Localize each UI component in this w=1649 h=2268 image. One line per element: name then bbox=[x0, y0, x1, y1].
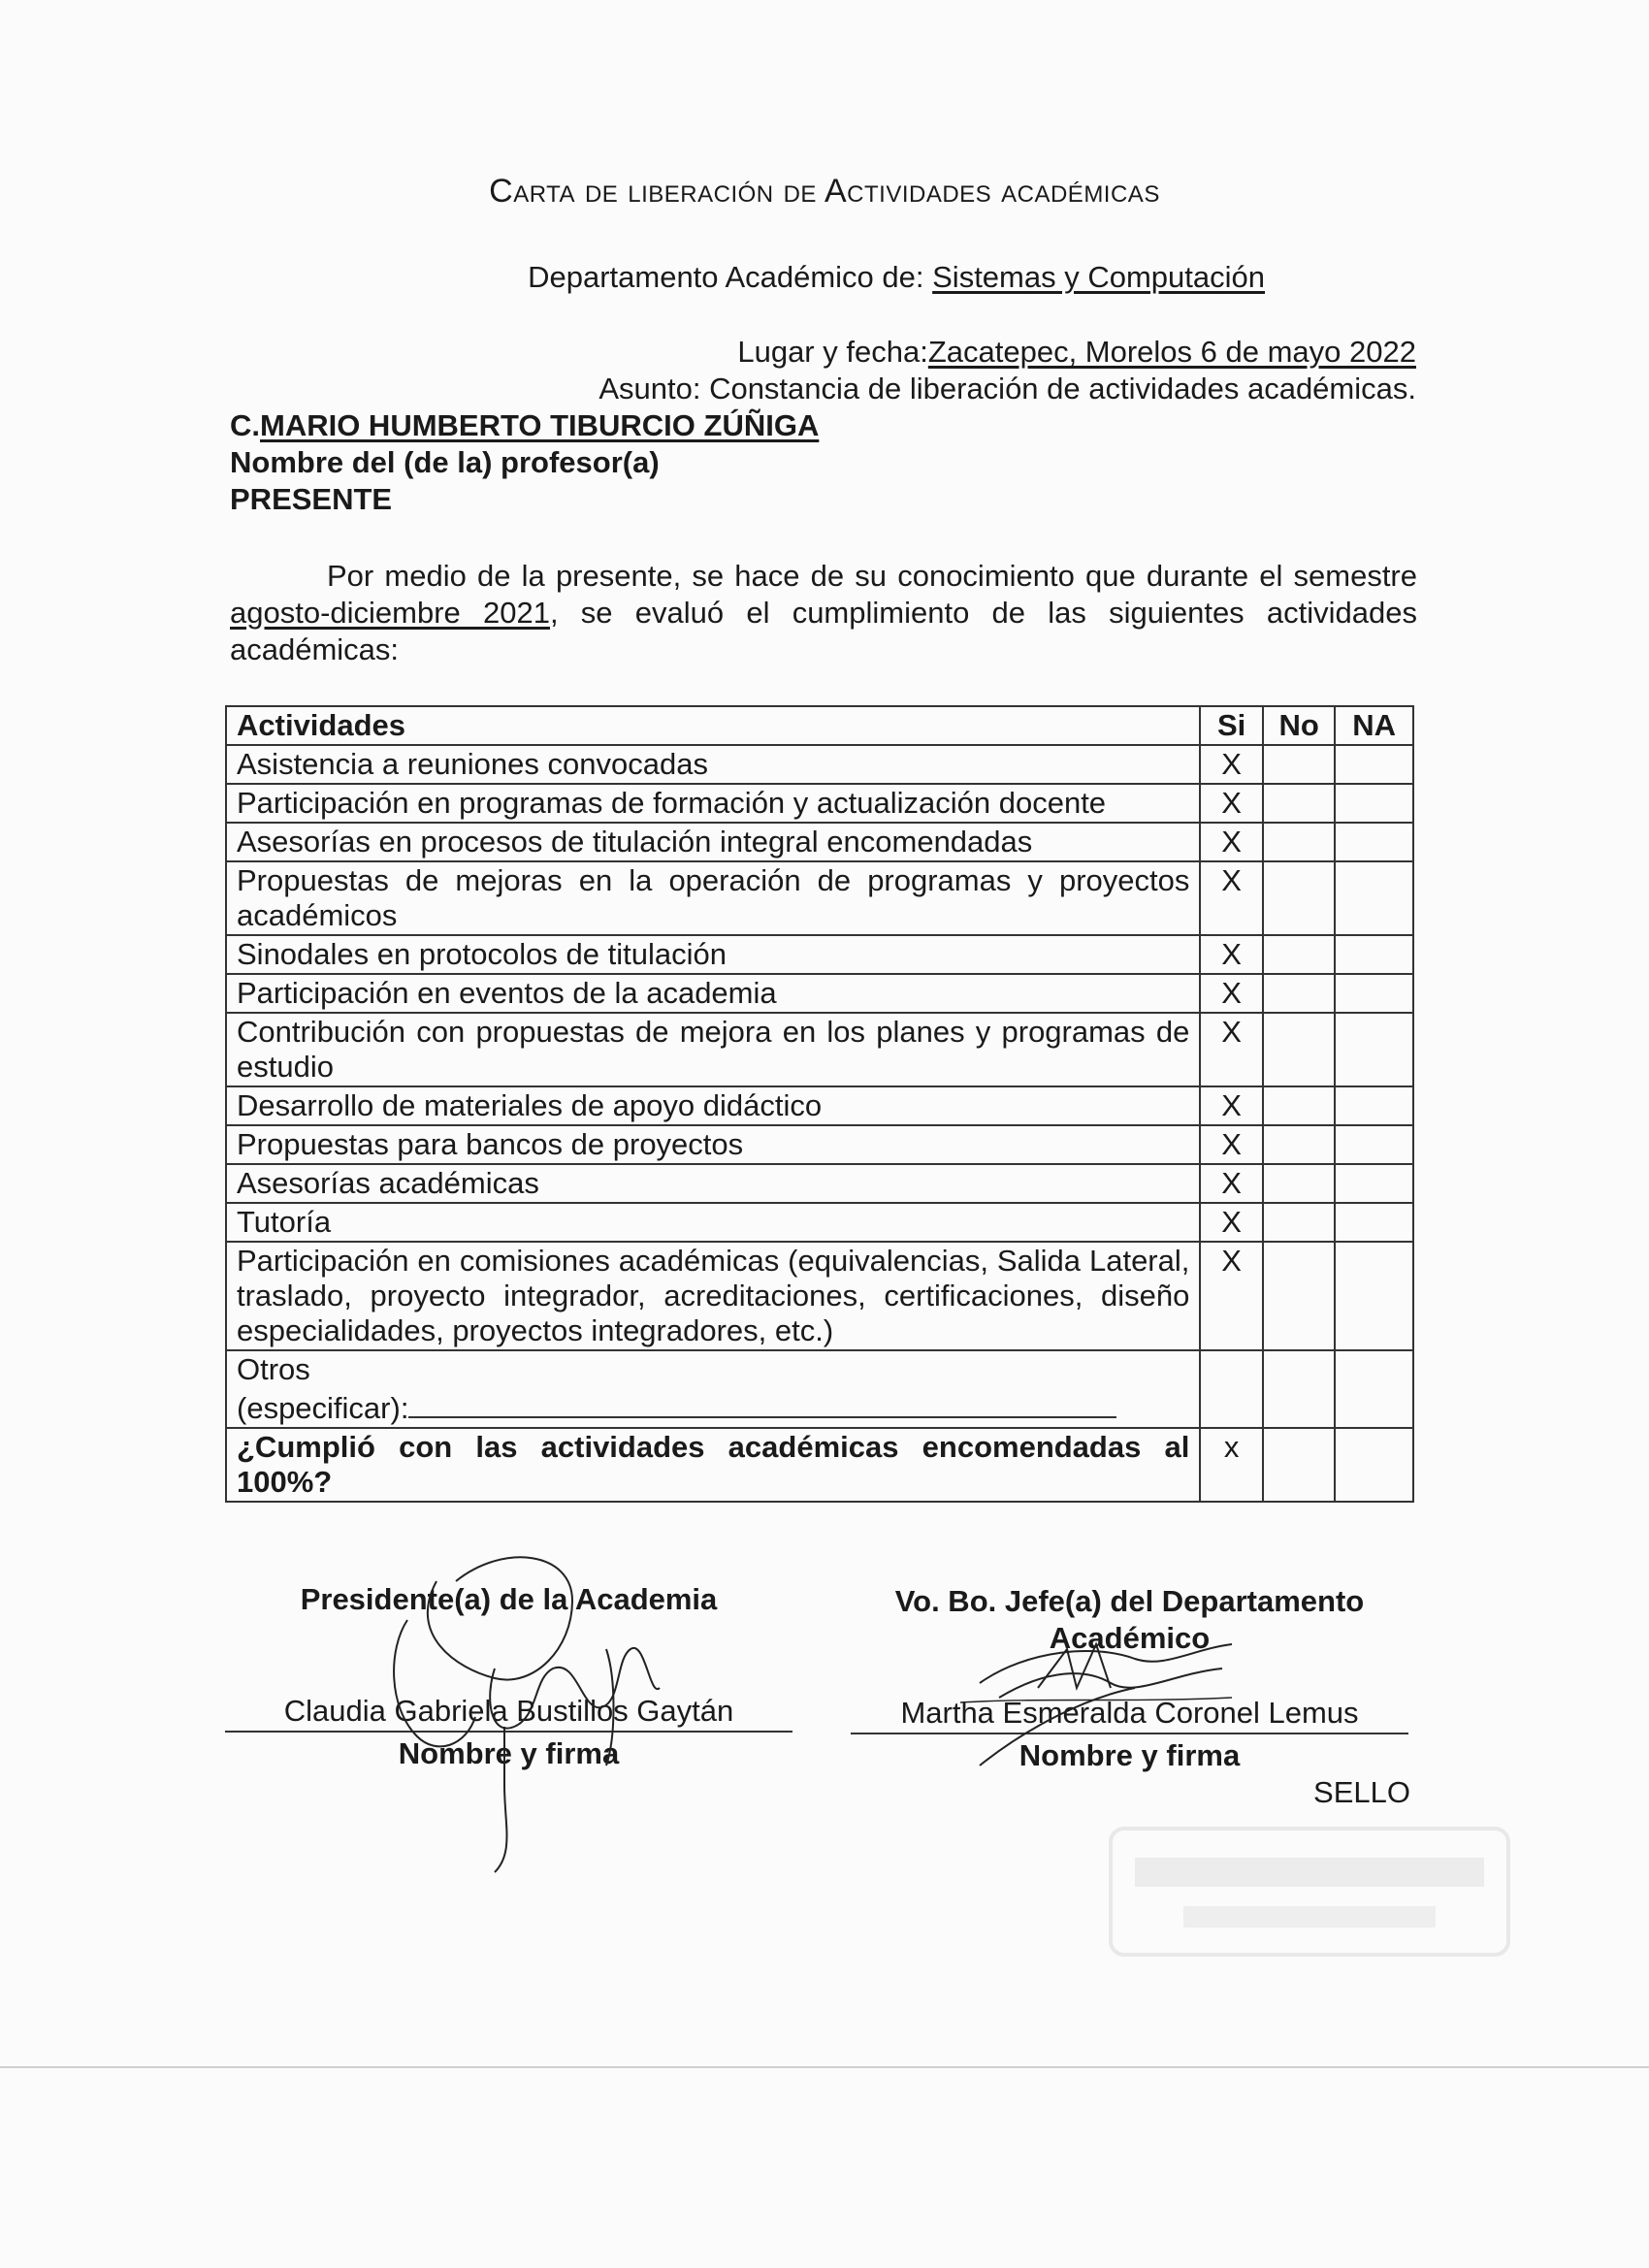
header-na: NA bbox=[1335, 706, 1413, 745]
document-title: Carta de liberación de Actividades académicas bbox=[489, 173, 1160, 210]
otros-specify-label: (especificar): bbox=[237, 1391, 409, 1425]
na-cell bbox=[1335, 935, 1413, 974]
semester-value: agosto-diciembre 2021 bbox=[230, 596, 550, 630]
table-row bbox=[226, 784, 1413, 823]
no-cell bbox=[1263, 1086, 1336, 1125]
no-cell bbox=[1263, 861, 1336, 935]
na-cell bbox=[1335, 1013, 1413, 1086]
president-title: Presidente(a) de la Academia bbox=[300, 1582, 718, 1616]
activity-cell: Sinodales en protocolos de titulación bbox=[226, 935, 1200, 974]
na-cell bbox=[1335, 745, 1413, 784]
department-value: Sistemas y Computación bbox=[932, 260, 1265, 294]
place-date-value: Zacatepec, Morelos 6 de mayo 2022 bbox=[927, 335, 1416, 369]
place-date-line bbox=[737, 335, 1416, 370]
otros-cell bbox=[226, 1350, 1200, 1428]
si-cell: X bbox=[1200, 1164, 1262, 1203]
table-row-final bbox=[226, 1428, 1413, 1502]
no-cell bbox=[1263, 823, 1336, 861]
na-cell bbox=[1335, 1203, 1413, 1242]
na-cell bbox=[1335, 784, 1413, 823]
si-cell: X bbox=[1200, 1203, 1262, 1242]
no-cell bbox=[1263, 784, 1336, 823]
na-cell bbox=[1335, 1242, 1413, 1350]
si-cell: X bbox=[1200, 1013, 1262, 1086]
si-cell: X bbox=[1200, 861, 1262, 935]
page-divider bbox=[0, 2066, 1649, 2068]
na-cell bbox=[1335, 1086, 1413, 1125]
activities-table bbox=[225, 705, 1414, 1503]
table-row bbox=[226, 1125, 1413, 1164]
recipient-presente: PRESENTE bbox=[230, 482, 393, 516]
na-cell bbox=[1335, 823, 1413, 861]
si-cell: X bbox=[1200, 823, 1262, 861]
body-paragraph bbox=[230, 558, 1417, 668]
na-cell bbox=[1335, 1125, 1413, 1164]
recipient-prefix: C. bbox=[230, 408, 260, 442]
president-footer: Nombre y firma bbox=[398, 1736, 620, 1770]
faded-seal-stamp-icon bbox=[1106, 1824, 1513, 1960]
activity-cell: Contribución con propuestas de mejora en los planes y programas de estudio bbox=[226, 1013, 1200, 1086]
na-cell bbox=[1335, 1164, 1413, 1203]
activity-cell: Participación en programas de formación y actualización docente bbox=[226, 784, 1200, 823]
president-name: Claudia Gabriela Bustillos Gaytán bbox=[225, 1694, 792, 1733]
activity-cell: Asesorías académicas bbox=[226, 1164, 1200, 1203]
department-line bbox=[0, 260, 1265, 295]
table-body bbox=[226, 745, 1413, 1350]
na-cell bbox=[1335, 861, 1413, 935]
head-name: Martha Esmeralda Coronel Lemus bbox=[851, 1696, 1408, 1734]
si-cell: X bbox=[1200, 974, 1262, 1013]
activity-cell: Participación en comisiones académicas (equivalencias, Salida Lateral, traslado, proyecto integrador, acreditaciones, certificaciones, diseño especialidades, proyectos integradores, etc.) bbox=[226, 1242, 1200, 1350]
si-cell: X bbox=[1200, 935, 1262, 974]
recipient-name-line bbox=[230, 407, 819, 444]
table-row bbox=[226, 1013, 1413, 1086]
subject-line: Asunto: Constancia de liberación de actividades académicas. bbox=[598, 372, 1416, 405]
no-cell bbox=[1263, 1242, 1336, 1350]
header-no: No bbox=[1263, 706, 1336, 745]
no-cell bbox=[1263, 935, 1336, 974]
table-row bbox=[226, 823, 1413, 861]
table-row bbox=[226, 1164, 1413, 1203]
activity-cell: Propuestas de mejoras en la operación de programas y proyectos académicos bbox=[226, 861, 1200, 935]
recipient-block bbox=[230, 407, 819, 518]
si-cell: X bbox=[1200, 1125, 1262, 1164]
seal-label: SELLO bbox=[1313, 1775, 1410, 1809]
otros-specify bbox=[237, 1387, 1189, 1426]
no-cell bbox=[1263, 1164, 1336, 1203]
no-cell bbox=[1263, 745, 1336, 784]
place-date-label: Lugar y fecha: bbox=[737, 335, 928, 369]
final-question: ¿Cumplió con las actividades académicas encomendadas al 100%? bbox=[226, 1428, 1200, 1502]
activity-cell: Tutoría bbox=[226, 1203, 1200, 1242]
si-cell: X bbox=[1200, 1086, 1262, 1125]
table-row bbox=[226, 974, 1413, 1013]
si-cell: X bbox=[1200, 784, 1262, 823]
activity-cell: Participación en eventos de la academia bbox=[226, 974, 1200, 1013]
recipient-role: Nombre del (de la) profesor(a) bbox=[230, 445, 660, 479]
body-text-2: , se evaluó el cumplimiento de las siguientes actividades académicas: bbox=[230, 596, 1417, 666]
activity-cell: Asesorías en procesos de titulación integral encomendadas bbox=[226, 823, 1200, 861]
department-label: Departamento Académico de: bbox=[528, 260, 933, 294]
activity-cell: Asistencia a reuniones convocadas bbox=[226, 745, 1200, 784]
otros-label: Otros bbox=[237, 1352, 310, 1386]
header-activities: Actividades bbox=[226, 706, 1200, 745]
header-si: Si bbox=[1200, 706, 1262, 745]
body-text-1: Por medio de la presente, se hace de su conocimiento que durante el semestre bbox=[327, 559, 1417, 593]
table-row bbox=[226, 1086, 1413, 1125]
na-cell bbox=[1335, 974, 1413, 1013]
otros-blank-line bbox=[408, 1387, 1116, 1418]
si-cell: X bbox=[1200, 745, 1262, 784]
table-row bbox=[226, 1203, 1413, 1242]
signature-block-president bbox=[225, 1581, 792, 1771]
recipient-name: MARIO HUMBERTO TIBURCIO ZÚÑIGA bbox=[260, 408, 820, 442]
table-row bbox=[226, 1242, 1413, 1350]
si-cell: X bbox=[1200, 1242, 1262, 1350]
no-cell bbox=[1263, 1013, 1336, 1086]
final-si-mark: x bbox=[1200, 1428, 1262, 1502]
activity-cell: Desarrollo de materiales de apoyo didáctico bbox=[226, 1086, 1200, 1125]
table-row bbox=[226, 935, 1413, 974]
table-header-row bbox=[226, 706, 1413, 745]
no-cell bbox=[1263, 974, 1336, 1013]
activity-cell: Propuestas para bancos de proyectos bbox=[226, 1125, 1200, 1164]
table-row bbox=[226, 861, 1413, 935]
head-footer: Nombre y firma bbox=[1018, 1738, 1241, 1772]
head-title: Vo. Bo. Jefe(a) del Departamento Académico bbox=[894, 1584, 1365, 1655]
table-row-otros bbox=[226, 1350, 1413, 1428]
no-cell bbox=[1263, 1125, 1336, 1164]
table-row bbox=[226, 745, 1413, 784]
signature-block-head bbox=[851, 1583, 1408, 1773]
no-cell bbox=[1263, 1203, 1336, 1242]
